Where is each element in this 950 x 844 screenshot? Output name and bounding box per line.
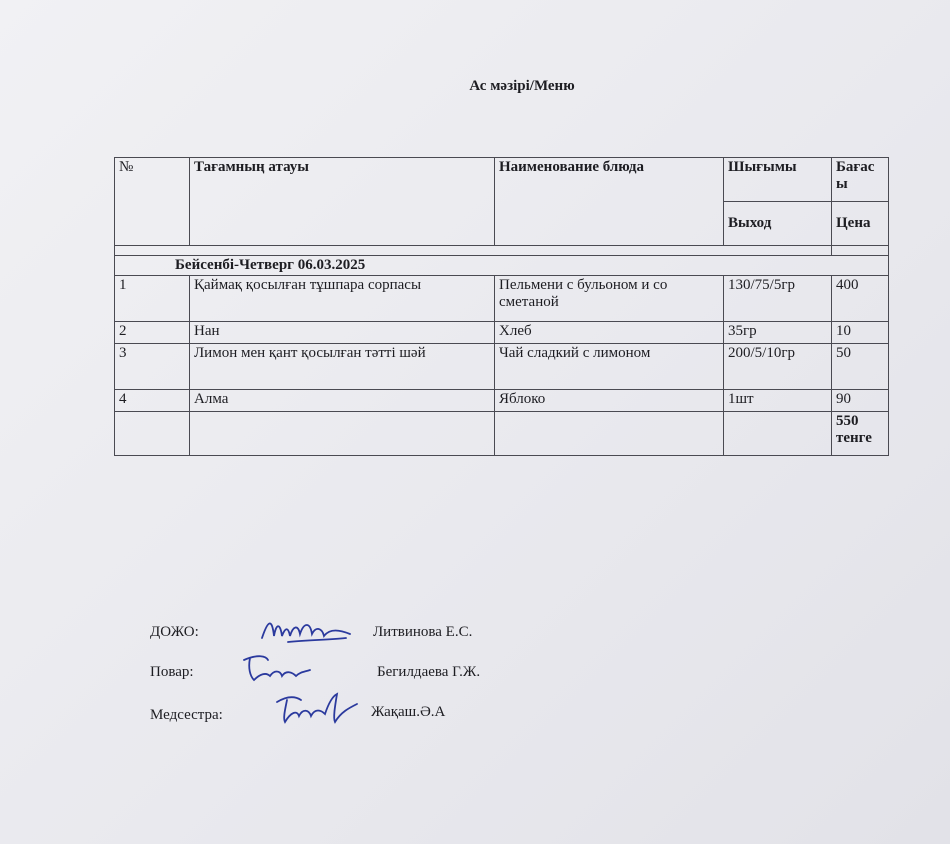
signature-role-nurse: Медсестра: [150, 707, 223, 723]
spacer-row [115, 246, 889, 256]
header-output-ru: Выход [724, 202, 832, 246]
signature-scrawl-icon [273, 688, 363, 728]
signature-scrawl-icon [258, 614, 358, 648]
signature-role-cook: Повар: [150, 664, 194, 680]
menu-table [114, 157, 889, 456]
header-price-ru: Цена [832, 202, 889, 246]
row-name-kz: Лимон мен қант қосылған тәтті шәй [190, 344, 495, 390]
document-title: Ас мәзірі/Меню [469, 78, 575, 94]
table-row [115, 276, 889, 322]
signature-name-cook: Бегилдаева Г.Ж. [377, 664, 481, 680]
row-name-kz: Нан [190, 322, 495, 344]
signature-name-dozho: Литвинова Е.С. [373, 624, 473, 640]
header-price-kz: Бағас ы [832, 158, 889, 202]
header-name-ru: Наименование блюда [495, 158, 724, 246]
row-name-kz: Қаймақ қосылған тұшпара сорпасы [190, 276, 495, 322]
table-row [115, 344, 889, 390]
header-num: № [115, 158, 190, 246]
row-num: 2 [115, 322, 190, 344]
header-row [115, 158, 889, 202]
row-name-ru: Яблоко [495, 390, 724, 412]
day-row [115, 256, 889, 276]
row-name-ru: Пельмени с бульоном и со сметаной [495, 276, 724, 322]
day-label: Бейсенбі-Четверг 06.03.2025 [115, 256, 889, 276]
signature-scrawl-icon [238, 650, 318, 688]
signature-role-dozho: ДОЖО: [150, 624, 199, 640]
row-price: 10 [832, 322, 889, 344]
table-row [115, 390, 889, 412]
header-name-kz: Тағамның атауы [190, 158, 495, 246]
total-price: 550 тенге [832, 412, 889, 456]
row-name-ru: Хлеб [495, 322, 724, 344]
row-num: 4 [115, 390, 190, 412]
row-output: 1шт [724, 390, 832, 412]
table-row [115, 322, 889, 344]
row-price: 400 [832, 276, 889, 322]
row-num: 3 [115, 344, 190, 390]
row-price: 50 [832, 344, 889, 390]
row-num: 1 [115, 276, 190, 322]
total-row [115, 412, 889, 456]
signature-name-nurse: Жақаш.Ә.А [371, 704, 446, 720]
row-output: 130/75/5гр [724, 276, 832, 322]
row-name-ru: Чай сладкий с лимоном [495, 344, 724, 390]
header-output-kz: Шығымы [724, 158, 832, 202]
row-output: 35гр [724, 322, 832, 344]
row-output: 200/5/10гр [724, 344, 832, 390]
row-price: 90 [832, 390, 889, 412]
row-name-kz: Алма [190, 390, 495, 412]
